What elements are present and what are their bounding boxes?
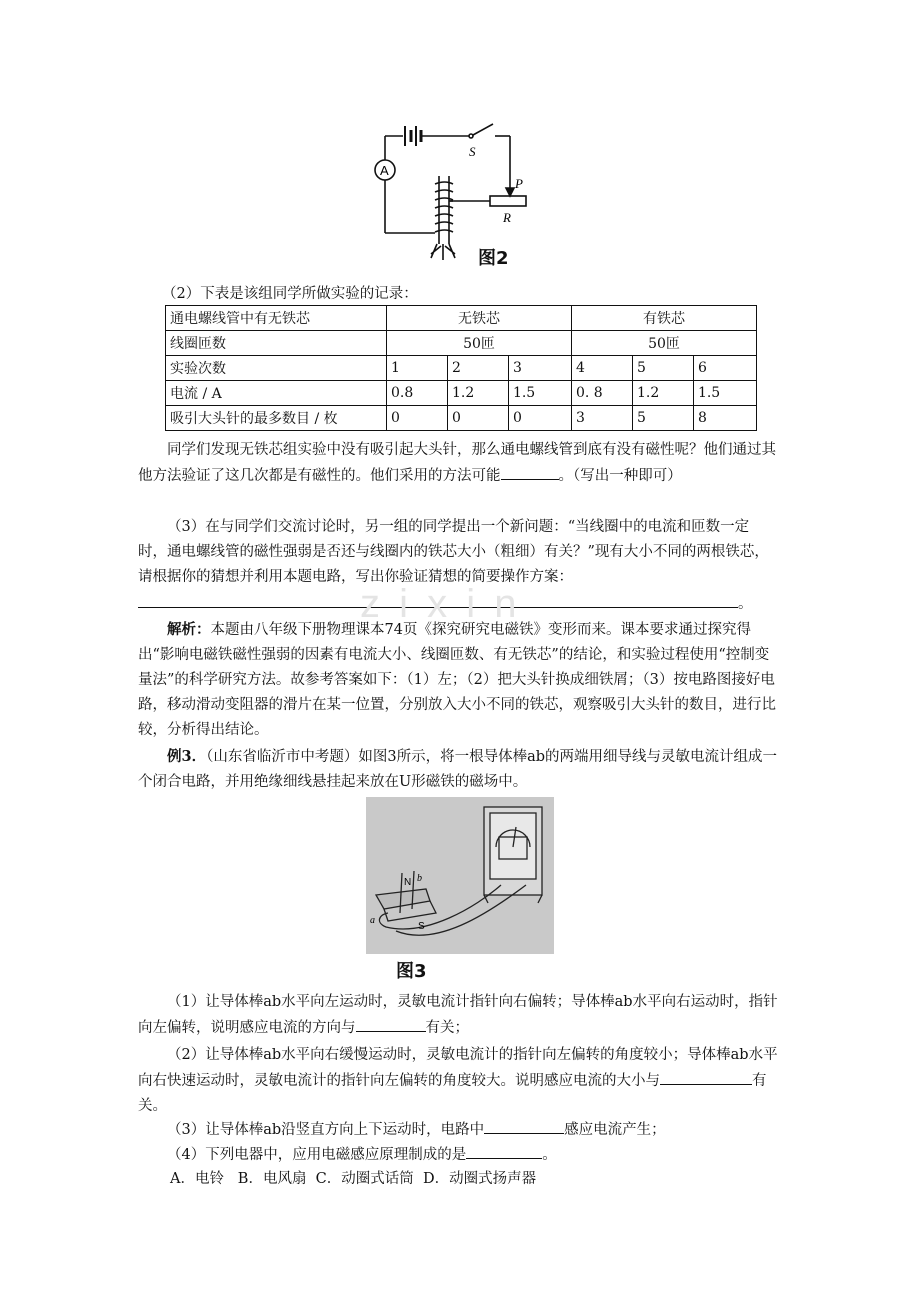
table-cell: 0.8: [387, 381, 448, 406]
question-2: [138, 1043, 778, 1119]
magnet-n-label: N: [404, 877, 412, 888]
table-cell: 8: [693, 406, 756, 431]
analysis-label: 解析：: [167, 621, 211, 638]
q2-intro: （2）下表是该组同学所做实验的记录：: [162, 286, 418, 302]
q3-sub-text: （3）让导体棒ab沿竖直方向上下运动时，电路中: [167, 1122, 485, 1138]
answer-blank: [501, 463, 559, 480]
table-cell: 无铁芯: [387, 306, 572, 331]
figure-3-image: [366, 797, 554, 954]
example3-label: 例3．: [167, 748, 207, 765]
answer-blank: [484, 1117, 564, 1134]
q3-end-mark: 。: [738, 596, 753, 612]
table-cell: 0: [447, 406, 508, 431]
table-cell: 5: [632, 406, 693, 431]
q2-text-after: 。（写出一种即可）: [558, 468, 682, 484]
table-cell: 2: [447, 356, 508, 381]
table-cell: 1.2: [447, 381, 508, 406]
example3-block: [138, 744, 778, 795]
analysis-text: 本题由八年级下册物理课本74页《探究研究电磁铁》变形而来。课本要求通过探究得出“影响电磁铁磁性强弱的因素有电流大小、线圈匝数、有无铁芯”的结论，和实验过程使用“控制变量法”的科学研究方法。故参考答案如下：（1）左；（2）把大头针换成细铁屑；（3）按电路图接好电路，移动滑动变阻器的滑片在某一位置，分别放入大小不同的铁芯，观察吸引大头针的数目，进行比较，分析得出结论。: [138, 622, 776, 738]
question-4: [138, 1142, 778, 1168]
table-row: [166, 331, 757, 356]
table-cell: 1.5: [508, 381, 571, 406]
magnet-s-label: S: [418, 921, 425, 932]
resistor-label: R: [503, 210, 511, 225]
table-cell: 3: [508, 356, 571, 381]
table-row: [166, 406, 757, 431]
q2-followup: [138, 438, 778, 489]
table-row: [166, 356, 757, 381]
q2-text-before: 同学们发现无铁芯组实验中没有吸引起大头针，那么通电螺线管到底有没有磁性呢？他们通过其他方法验证了这几次都是有磁性的。他们采用的方法可能: [138, 442, 776, 484]
circuit-diagram: [365, 118, 535, 270]
q3-sub-after: 感应电流产生；: [564, 1122, 666, 1138]
table-cell: 50匝: [572, 331, 757, 356]
table-cell: 3: [572, 406, 633, 431]
table-cell: 4: [572, 356, 633, 381]
table-cell: 1.2: [632, 381, 693, 406]
answer-blank: [660, 1068, 752, 1085]
switch-label: S: [469, 144, 476, 159]
rod-a-label: a: [370, 915, 375, 926]
table-cell: 0: [387, 406, 448, 431]
table-cell: 5: [632, 356, 693, 381]
q2-sub-after: 有关。: [138, 1073, 767, 1114]
answer-blank: [466, 1142, 542, 1159]
table-cell: 50匝: [387, 331, 572, 356]
table-cell: 吸引大头针的最多数目 / 枚: [166, 406, 387, 431]
watermark: z i x i n: [360, 582, 521, 626]
analysis-block: [138, 617, 778, 743]
q4-text: （4）下列电器中，应用电磁感应原理制成的是: [167, 1147, 467, 1163]
figure-2-caption: 图2: [478, 248, 509, 269]
table-cell: 1: [387, 356, 448, 381]
table-cell: 有铁芯: [572, 306, 757, 331]
answer-options: A．电铃 B．电风扇 C．动圈式话筒 D．动圈式扬声器: [170, 1171, 537, 1187]
q3-text: （3）在与同学们交流讨论时，另一组的同学提出一个新问题：“当线圈中的电流和匝数一定时，通电螺线管的磁性强弱是否还与线圈内的铁芯大小（粗细）有关？”现有大小不同的两根铁芯，请根据你的猜想并利用本题电路，写出你验证猜想的简要操作方案：: [138, 519, 769, 585]
table-cell: 通电螺线管中有无铁芯: [166, 306, 387, 331]
experiment-table: [165, 305, 757, 431]
table-cell: 电流 / A: [166, 381, 387, 406]
figure-2-circuit: [365, 118, 535, 270]
question-1: [138, 990, 778, 1041]
table-cell: 0: [508, 406, 571, 431]
q1-text: （1）让导体棒ab水平向左运动时，灵敏电流计指针向右偏转；导体棒ab水平向右运动时，指针向左偏转，说明感应电流的方向与: [138, 994, 778, 1036]
ammeter-label: A: [380, 163, 389, 178]
induction-apparatus: [366, 797, 554, 954]
q4-after: 。: [542, 1147, 557, 1163]
rod-b-label: b: [417, 873, 422, 884]
table-cell: 1.5: [693, 381, 756, 406]
table-cell: 6: [693, 356, 756, 381]
question-3: [138, 1117, 778, 1143]
figure-3-caption: 图3: [396, 961, 427, 982]
table-cell: 实验次数: [166, 356, 387, 381]
slider-label: P: [515, 176, 523, 191]
answer-blank: [356, 1015, 426, 1032]
q1-after: 有关；: [425, 1020, 469, 1036]
table-row: [166, 306, 757, 331]
example3-text: （山东省临沂市中考题）如图3所示，将一根导体棒ab的两端用细导线与灵敏电流计组成一个闭合电路，并用绝缘细线悬挂起来放在U形磁铁的磁场中。: [138, 749, 777, 790]
table-row: [166, 381, 757, 406]
table-cell: 0. 8: [572, 381, 633, 406]
table-cell: 线圈匝数: [166, 331, 387, 356]
q2-sub-text: （2）让导体棒ab水平向右缓慢运动时，灵敏电流计的指针向左偏转的角度较小；导体棒ab水平向右快速运动时，灵敏电流计的指针向左偏转的角度较大。说明感应电流的大小与: [138, 1047, 778, 1089]
